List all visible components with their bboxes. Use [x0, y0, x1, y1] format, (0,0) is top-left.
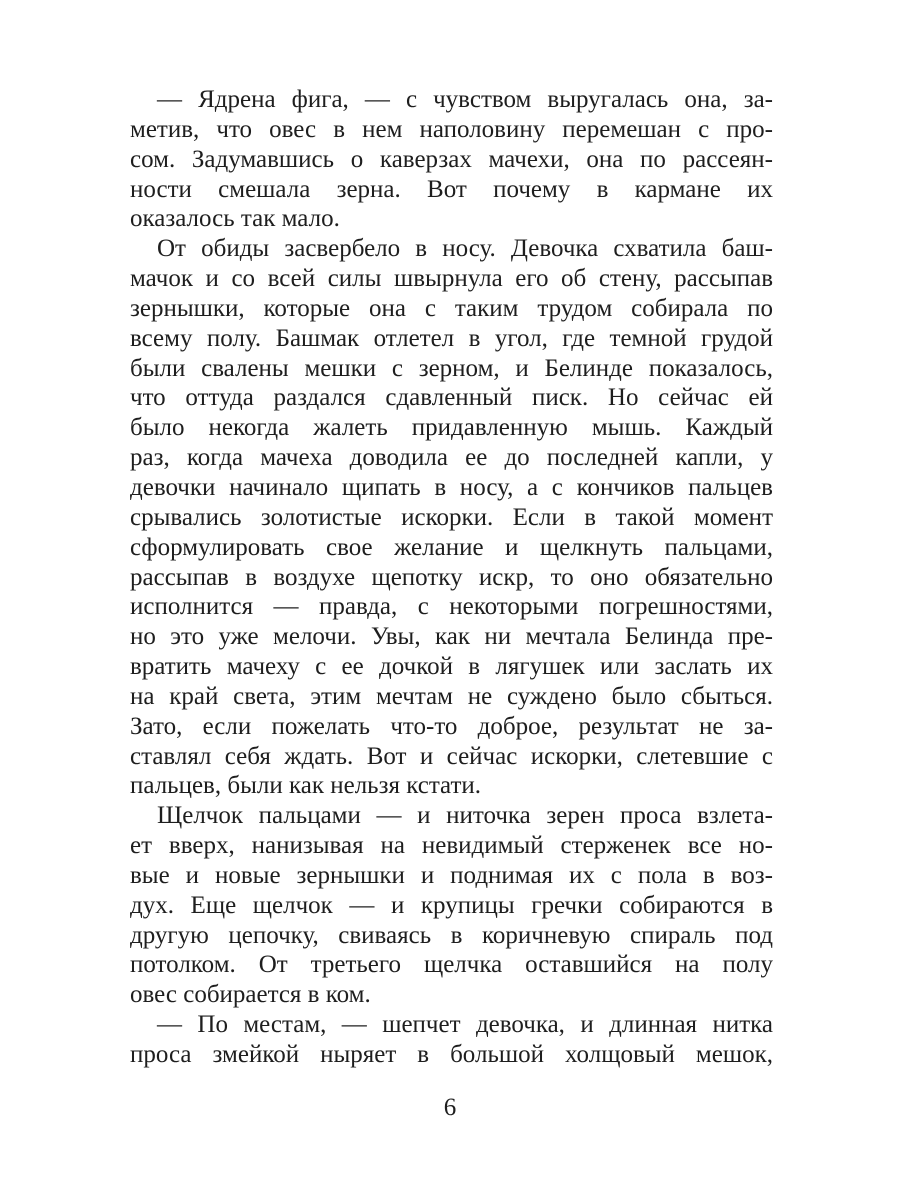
- text-line: оказалось так мало.: [130, 205, 340, 233]
- text-line: раз, когда мачеха доводила ее до последней капли, у: [130, 444, 773, 472]
- text-line: другую цепочку, свиваясь в коричневую спираль под: [130, 921, 773, 949]
- text-line: потолком. От третьего щелчка оставшийся на полу: [130, 951, 773, 979]
- text-line: метив, что овес в нем наполовину перемешан с про-: [130, 115, 773, 143]
- text-line: рассыпав в воздухе щепотку искр, то оно обязательно: [130, 563, 773, 591]
- text-line: девочки начинало щипать в носу, а с кончиков пальцев: [130, 473, 773, 501]
- text-line: Щелчок пальцами — и ниточка зерен проса взлета-: [157, 802, 773, 830]
- text-line: От обиды засвербело в носу. Девочка схватила баш-: [157, 235, 773, 263]
- text-line: — Ядрена фига, — с чувством выругалась она, за-: [157, 86, 773, 113]
- text-line: зернышки, которые она с таким трудом собирала по: [130, 294, 773, 322]
- text-line: дух. Еще щелчок — и крупицы гречки собираются в: [130, 891, 773, 919]
- text-line: вратить мачеху с ее дочкой в лягушек или заслать их: [130, 653, 773, 681]
- text-line: вые и новые зернышки и поднимая их с пола в воз-: [130, 861, 773, 889]
- text-line: ет вверх, нанизывая на невидимый стерженек все но-: [130, 832, 773, 860]
- text-line: сформулировать свое желание и щелкнуть пальцами,: [130, 533, 773, 561]
- text-line: на край света, этим мечтам не суждено было сбыться.: [130, 682, 773, 710]
- text-line: исполнится — правда, с некоторыми погрешностями,: [130, 593, 773, 621]
- text-line: срывались золотистые искорки. Если в такой момент: [130, 503, 773, 531]
- text-line: ставлял себя ждать. Вот и сейчас искорки, слетевшие с: [130, 742, 773, 770]
- text-line: было некогда жалеть придавленную мышь. Каждый: [130, 414, 773, 442]
- text-line: что оттуда раздался сдавленный писк. Но сейчас ей: [130, 384, 773, 412]
- text-line: мачок и со всей силы швырнула его об стену, рассыпав: [130, 265, 773, 293]
- text-line: пальцев, были как нельзя кстати.: [130, 772, 482, 800]
- text-line: — По местам, — шепчет девочка, и длинная нитка: [157, 1011, 773, 1039]
- page-number: 6: [443, 1094, 457, 1121]
- text-line: овес собирается в ком.: [130, 981, 371, 1009]
- text-line: были свалены мешки с зерном, и Белинде показалось,: [130, 354, 773, 382]
- text-line: сом. Задумавшись о каверзах мачехи, она по рассеян-: [130, 145, 773, 173]
- text-line: проса змейкой ныряет в большой холщовый мешок,: [130, 1041, 773, 1068]
- text-line: но это уже мелочи. Увы, как ни мечтала Белинда пре-: [130, 623, 773, 651]
- text-line: всему полу. Башмак отлетел в угол, где темной грудой: [130, 324, 773, 352]
- body-text: [130, 85, 773, 1070]
- text-line: Зато, если пожелать что-то доброе, результат не за-: [130, 712, 773, 740]
- text-line: ности смешала зерна. Вот почему в кармане их: [130, 175, 773, 203]
